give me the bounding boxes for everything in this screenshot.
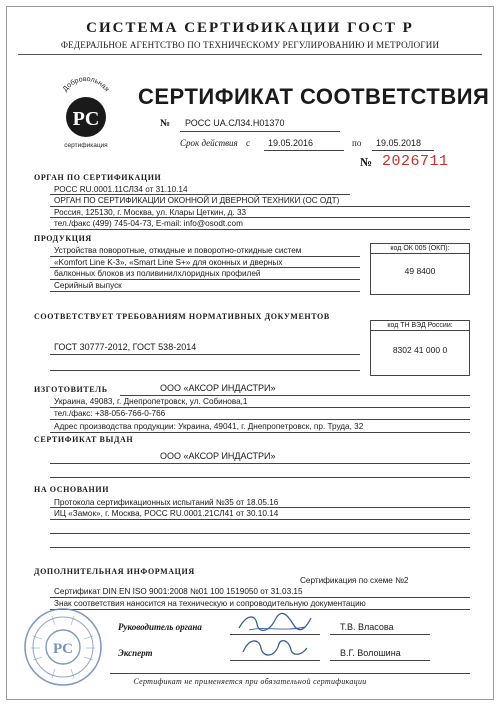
- issued-heading: СЕРТИФИКАТ ВЫДАН: [34, 435, 134, 444]
- additional-rule-1: [50, 597, 470, 598]
- organ-rule-2: [50, 206, 470, 207]
- expert-label: Эксперт: [118, 648, 153, 658]
- organ-rule-1: [50, 194, 350, 195]
- head-label: Руководитель органа: [118, 622, 202, 632]
- expert-name: В.Г. Волошина: [340, 648, 401, 658]
- official-stamp: [22, 606, 104, 688]
- footer-rule: [110, 673, 470, 674]
- expert-signature-line: [230, 660, 320, 661]
- certificate-title: СЕРТИФИКАТ СООТВЕТСТВИЯ: [138, 84, 490, 109]
- serial-number: 2026711: [382, 153, 449, 170]
- certificate-number: РОСС UA.СЛ34.Н01370: [185, 118, 285, 128]
- basis-line-2: ИЦ «Замок», г. Москва, РОСС RU.0001.21СЛ41 от 30.10.14: [54, 509, 279, 518]
- certification-scheme: Сертификация по схеме №2: [300, 576, 409, 585]
- basis-rule-3: [50, 533, 470, 534]
- from-underline: [264, 150, 344, 151]
- number-underline: [180, 131, 340, 132]
- number-prefix: №: [160, 118, 171, 129]
- gost-r-logo-icon: [52, 75, 120, 153]
- to-underline: [372, 150, 434, 151]
- validity-from: 19.05.2016: [268, 138, 314, 148]
- product-rule-1: [50, 256, 360, 257]
- manufacturer-heading: ИЗГОТОВИТЕЛЬ: [34, 385, 108, 394]
- validity-to-label: по: [352, 138, 362, 148]
- product-line-3: балконных блоков из поливинилхлоридных профилей: [54, 269, 261, 278]
- head-signature: [235, 610, 315, 636]
- issued-rule-1: [50, 463, 470, 464]
- manufacturer-rule-2: [50, 407, 470, 408]
- issued-name: ООО «АКСОР ИНДАСТРИ»: [160, 451, 276, 461]
- system-title: СИСТЕМА СЕРТИФИКАЦИИ ГОСТ Р: [86, 20, 414, 36]
- stamp-icon: [22, 606, 104, 688]
- validity-from-label: с: [246, 138, 250, 148]
- head-signature-line: [230, 634, 320, 635]
- svg-text:Добровольная: [62, 76, 110, 93]
- tnved-code-label: код ТН ВЭД России:: [371, 321, 469, 331]
- agency-line: ФЕДЕРАЛЬНОЕ АГЕНТСТВО ПО ТЕХНИЧЕСКОМУ РЕГУЛИРОВАНИЮ И МЕТРОЛОГИИ: [60, 40, 440, 50]
- expert-signature: [235, 636, 315, 662]
- expert-signature-icon: [235, 636, 315, 662]
- okp-code-box: [370, 243, 470, 295]
- footer-note: Сертификат не применяется при обязательной сертификации: [133, 677, 367, 686]
- conformity-rule-2: [50, 370, 360, 371]
- validity-to: 19.05.2018: [376, 138, 422, 148]
- manufacturer-rule-3: [50, 419, 470, 420]
- organ-heading: ОРГАН ПО СЕРТИФИКАЦИИ: [34, 173, 162, 182]
- serial-prefix: №: [360, 155, 373, 169]
- organ-rule-3: [50, 217, 470, 218]
- logo-arc-text: Добровольная: [61, 75, 111, 94]
- manufacturer-line-3: Адрес производства продукции: Украина, 49041, г. Днепропетровск, пр. Труда, 32: [54, 422, 364, 431]
- conformity-heading: СООТВЕТСТВУЕТ ТРЕБОВАНИЯМ НОРМАТИВНЫХ ДОКУМЕНТОВ: [34, 312, 330, 321]
- conformity-rule-1: [50, 354, 360, 355]
- expert-name-line: [330, 660, 430, 661]
- head-name: Т.В. Власова: [340, 622, 394, 632]
- product-line-1: Устройства поворотные, откидные и поворотно-откидные систем: [54, 246, 302, 255]
- conformity-standards: ГОСТ 30777-2012, ГОСТ 538-2014: [54, 342, 197, 352]
- header-divider: [18, 54, 482, 55]
- organ-line-1: РОСС RU.0001.11СЛ34 от 31.10.14: [54, 185, 188, 194]
- basis-rule-4: [50, 547, 470, 548]
- manufacturer-line-1: Украина, 49083, г. Днепропетровск, ул. Собинова,1: [54, 397, 248, 406]
- okp-code-label: код ОК 005 (ОКП):: [371, 244, 469, 254]
- additional-line-1: Сертификат DIN EN ISO 9001:2008 №01 100 1519050 от 31.03.15: [54, 587, 303, 596]
- issued-rule-2: [50, 477, 470, 478]
- product-rule-3: [50, 279, 360, 280]
- organ-rule-4: [50, 229, 470, 230]
- stamp-mark: PC: [53, 641, 73, 657]
- product-rule-2: [50, 267, 360, 268]
- gost-r-logo: [52, 75, 120, 153]
- validity-label: Срок действия: [180, 138, 238, 148]
- basis-rule-1: [50, 507, 470, 508]
- organ-line-2: ОРГАН ПО СЕРТИФИКАЦИИ ОКОННОЙ И ДВЕРНОЙ ТЕХНИКИ (ОС ОДТ): [54, 196, 340, 205]
- manufacturer-line-2: тел./факс: +38-056-766-0-766: [54, 409, 166, 418]
- additional-line-2: Знак соответствия наносится на техническую и сопроводительную документацию: [54, 599, 366, 608]
- head-name-line: [330, 634, 430, 635]
- logo-mark: PC: [72, 108, 100, 130]
- head-signature-icon: [235, 610, 315, 636]
- organ-line-3: Россия, 125130, г. Москва, ул. Клары Цеткин, д. 33: [54, 208, 247, 217]
- basis-rule-2: [50, 519, 470, 520]
- organ-line-4: тел./факс (499) 745-04-73, E-mail: info@osodt.com: [54, 219, 243, 228]
- product-heading: ПРОДУКЦИЯ: [34, 234, 92, 243]
- manufacturer-rule-4: [50, 432, 470, 433]
- product-line-4: Серийный выпуск: [54, 281, 122, 290]
- product-rule-4: [50, 291, 360, 292]
- product-line-2: «Komfort Line K-3», «Smart Line S+» для оконных и дверных: [54, 258, 283, 267]
- okp-code-value: 49 8400: [404, 266, 436, 276]
- basis-heading: НА ОСНОВАНИИ: [34, 485, 110, 494]
- tnved-code-value: 8302 41 000 0: [392, 345, 448, 355]
- tnved-code-box: [370, 320, 470, 376]
- logo-bottom-text: сертификация: [64, 142, 108, 149]
- additional-heading: ДОПОЛНИТЕЛЬНАЯ ИНФОРМАЦИЯ: [34, 567, 195, 576]
- basis-line-1: Протокола сертификационных испытаний №35 от 18.05.16: [54, 498, 279, 507]
- manufacturer-name: ООО «АКСОР ИНДАСТРИ»: [160, 383, 276, 393]
- manufacturer-rule-1: [120, 395, 470, 396]
